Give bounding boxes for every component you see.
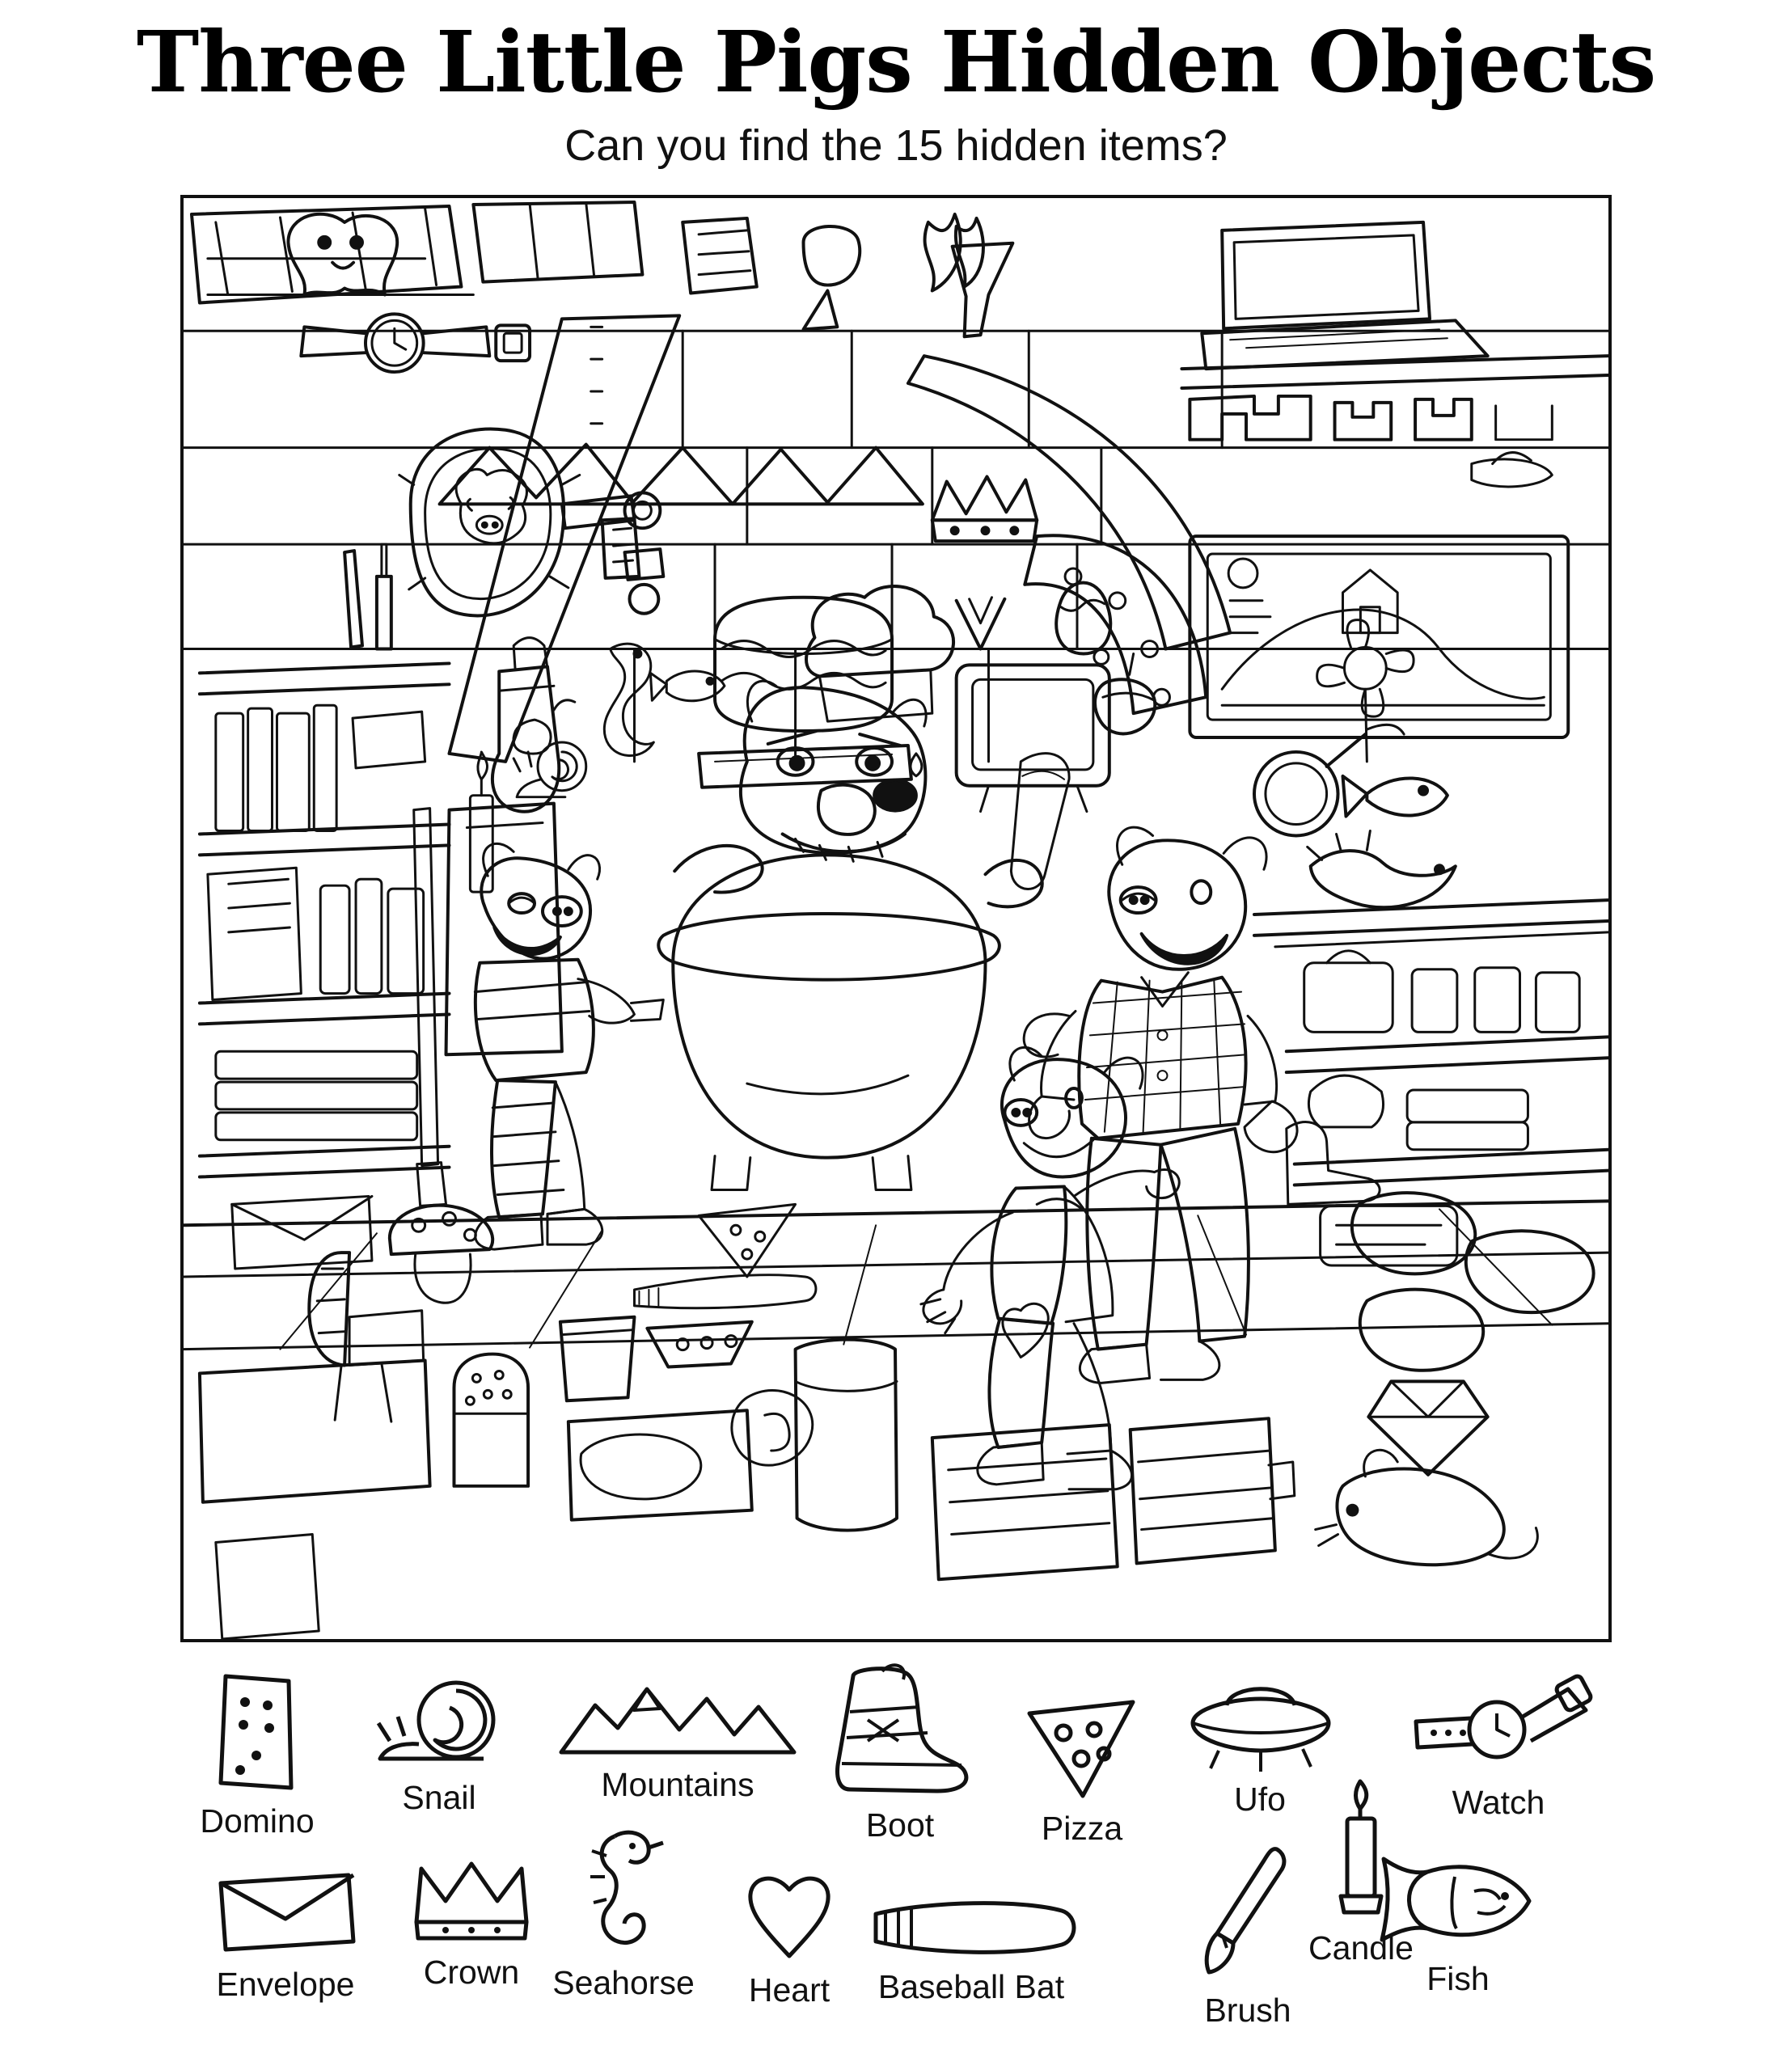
legend-label: Ufo <box>1234 1781 1286 1819</box>
hidden-seahorse <box>604 644 653 755</box>
bottom-left-mat <box>200 1361 430 1502</box>
hanging-cloths <box>683 218 860 329</box>
legend-item-pizza[interactable] <box>985 1697 1179 1848</box>
legend-item-domino[interactable] <box>164 1670 350 1840</box>
pig-center <box>921 1048 1179 1489</box>
legend-item-seahorse[interactable] <box>535 1823 712 2002</box>
television <box>957 665 1109 812</box>
cake <box>715 598 892 731</box>
fish-icon <box>1377 1856 1539 1957</box>
hidden-object-scene <box>180 195 1612 1642</box>
legend-label: Baseball Bat <box>877 1968 1065 2006</box>
hidden-heart <box>1003 1304 1048 1358</box>
legend-label: Fish <box>1426 1960 1490 1998</box>
floor <box>184 1202 1608 1350</box>
hidden-mountains <box>440 445 923 505</box>
bookshelf <box>200 664 450 1177</box>
upper-shelf <box>1181 356 1608 388</box>
right-counter <box>1254 900 1608 1185</box>
chair <box>309 1253 423 1422</box>
legend-label: Domino <box>200 1802 315 1840</box>
hidden-snail <box>514 742 586 797</box>
legend-label: Candle <box>1308 1929 1414 1967</box>
legend-item-mountains[interactable] <box>544 1678 811 1804</box>
envelope-icon <box>213 1865 358 1962</box>
curved-backdrop <box>1025 535 1206 713</box>
page-subtitle: Can you find the 15 hidden items? <box>564 121 1228 171</box>
bottom-rug <box>932 1425 1118 1579</box>
legend-label: Envelope <box>216 1966 355 2004</box>
wooden-spoon <box>1011 754 1069 889</box>
ghost-cloth <box>288 214 397 295</box>
domino-icon <box>211 1670 304 1799</box>
ceiling-beams <box>192 202 642 302</box>
scene-artwork <box>184 198 1608 1639</box>
mountains-icon <box>556 1678 799 1763</box>
window <box>1190 536 1568 737</box>
laptop <box>1202 222 1487 369</box>
mug <box>560 1317 635 1401</box>
ufo-icon <box>1183 1676 1337 1777</box>
legend-label: Crown <box>423 1954 520 1992</box>
salt-shaker <box>454 1354 528 1486</box>
brush-icon <box>1199 1843 1296 1988</box>
legend-item-brush[interactable] <box>1155 1843 1341 2030</box>
castle-blocks <box>1190 396 1552 440</box>
scene-frame <box>180 195 1612 1642</box>
heart-icon <box>741 1867 838 1968</box>
legend-item-baseball-bat[interactable] <box>850 1896 1093 2006</box>
crown-icon <box>407 1857 536 1950</box>
legend <box>67 1663 1725 2043</box>
legend-label: Pizza <box>1041 1810 1123 1848</box>
pipe-handles <box>562 493 663 614</box>
legend-label: Mountains <box>601 1766 754 1804</box>
small-doodles <box>514 671 725 754</box>
hidden-crown <box>932 477 1037 542</box>
legend-item-envelope[interactable] <box>188 1865 382 2004</box>
shelf-items-right <box>1304 951 1579 1265</box>
hidden-baseball-bat <box>634 1275 815 1308</box>
page-title: Three Little Pigs Hidden Objects <box>136 12 1656 112</box>
seahorse-icon <box>579 1823 668 1961</box>
legend-label: Seahorse <box>552 1964 695 2002</box>
baseball-bat-icon <box>858 1896 1084 1965</box>
cooking-pot <box>658 855 1000 1190</box>
diagonal-band <box>450 316 680 762</box>
framed-pig-portrait <box>399 429 580 616</box>
window-sun <box>1228 559 1257 588</box>
legend-label: Watch <box>1452 1784 1545 1822</box>
hidden-envelope <box>232 1197 372 1269</box>
legend-item-crown[interactable] <box>382 1857 560 1992</box>
hidden-fish <box>1342 776 1447 817</box>
pig-left <box>475 844 663 1250</box>
boot-icon <box>819 1663 981 1803</box>
snail-icon <box>362 1675 516 1776</box>
legend-label: Heart <box>748 1971 830 2009</box>
watch-icon <box>1401 1671 1595 1781</box>
cutting-board <box>568 1410 752 1519</box>
hidden-domino <box>216 1535 319 1639</box>
diamond-shape <box>1368 1382 1487 1475</box>
legend-item-fish[interactable] <box>1357 1856 1559 1998</box>
mouse <box>1316 1450 1538 1565</box>
boat-toy <box>647 1322 751 1367</box>
flower <box>1317 620 1414 762</box>
hanging-pan <box>1254 734 1365 835</box>
crate <box>1131 1418 1295 1563</box>
arrow-decor <box>957 598 1005 649</box>
spiral-shell <box>732 1391 813 1466</box>
legend-item-snail[interactable] <box>334 1675 544 1817</box>
legend-label: Boot <box>865 1806 935 1844</box>
pizza-icon <box>1013 1697 1151 1806</box>
legend-item-boot[interactable] <box>799 1663 1001 1844</box>
hidden-ufo <box>1472 453 1553 487</box>
legend-label: Snail <box>402 1779 476 1817</box>
legend-label: Brush <box>1204 1992 1291 2030</box>
lizard <box>1308 831 1456 908</box>
arch-drape <box>908 356 1230 648</box>
hidden-watch <box>301 315 530 373</box>
window-house <box>1342 570 1397 633</box>
sacks <box>1352 1193 1594 1371</box>
legend-item-heart[interactable] <box>712 1867 866 2009</box>
pointing-hand <box>1024 1014 1069 1057</box>
